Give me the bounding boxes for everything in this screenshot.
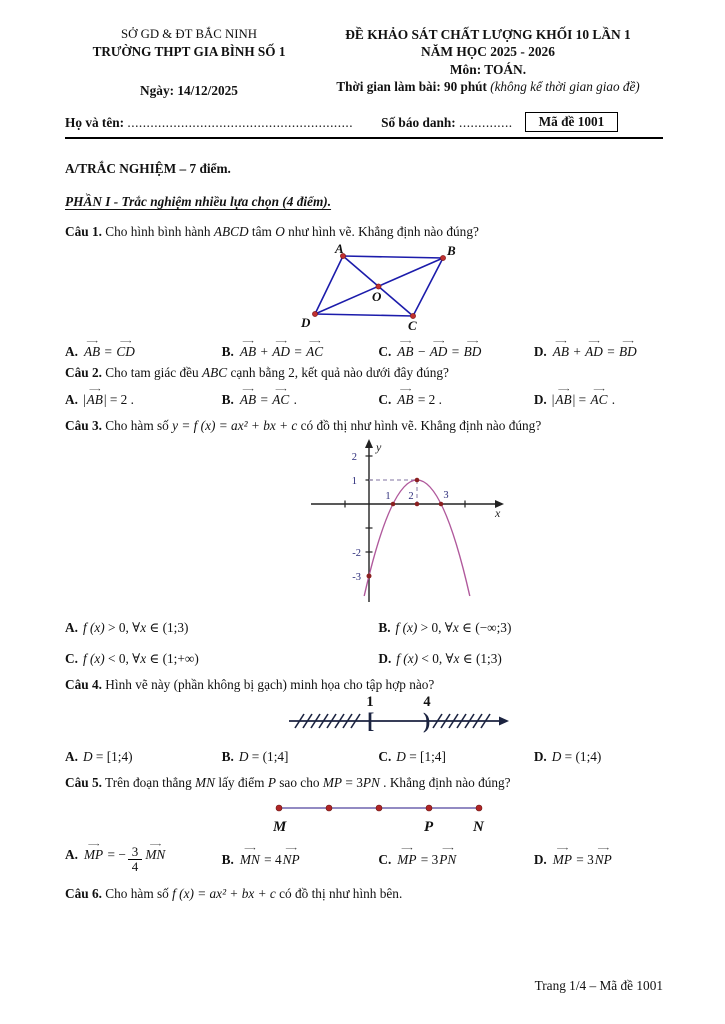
x-tick-1: 1 [385, 491, 391, 503]
candidate-row [65, 112, 663, 132]
numberline-4: 4 [423, 694, 431, 711]
option-1c: C. ⟶ AB − ⟶ AD = ⟶ BD [378, 337, 533, 360]
department-name: SỞ GD & ĐT BẮC NINH [121, 27, 257, 41]
option-4d: D. D = (1;4) [533, 749, 602, 765]
option-3c: C. f (x) < 0, ∀x ∈ (1;+∞) [65, 650, 199, 666]
subject: Môn: TOÁN. [449, 61, 527, 77]
figure-parallelogram [65, 242, 663, 334]
option-4a: A. D = [1;4) [65, 749, 133, 765]
question-6-text: Cho hàm số f (x) = ax² + bx + c có đồ thị như hình bên. [105, 885, 403, 901]
option-5d: D. ⟶ MP = 3⟶ NP [534, 845, 663, 868]
section-a-title: A/TRẮC NGHIỆM – 7 điểm. [65, 161, 231, 177]
option-4b: B. D = (1;4] [221, 749, 289, 765]
sbd-label: Số báo danh: [381, 114, 460, 130]
option-3b: B. f (x) > 0, ∀x ∈ (−∞;3) [378, 620, 512, 636]
page-footer: Trang 1/4 – Mã đề 1001 [534, 977, 663, 993]
duration-italic: (không kể thời gian giao đề) [490, 79, 640, 95]
numberline-figure [287, 694, 513, 736]
option-4c: C. D = [1;4] [378, 749, 446, 765]
x-axis-label: x [495, 506, 501, 521]
point-n-label: N [473, 818, 484, 835]
exam-date: Ngày: 14/12/2025 [140, 82, 238, 98]
question-4-options [65, 742, 663, 765]
option-1b: B. ⟶ AB + ⟶ AD = ⟶ AC [222, 337, 379, 360]
question-4-label: Câu 4. [65, 676, 102, 692]
question-2 [65, 364, 663, 381]
y-tick-1: 1 [351, 476, 357, 488]
y-tick-m2: -2 [352, 548, 361, 560]
y-tick-m3: -3 [352, 572, 361, 584]
option-1d: D. ⟶ AB + ⟶ AD = ⟶ BD [534, 337, 663, 360]
option-2b: B. ⟶ AB = ⟶ AC . [222, 385, 379, 408]
duration-line [313, 78, 663, 95]
option-2a: A. |⟶ AB| = 2 . [65, 385, 222, 408]
question-5-label: Câu 5. [65, 775, 102, 791]
question-1 [65, 223, 663, 240]
question-5-options [65, 839, 663, 874]
question-4-text: Hình vẽ này (phần không bị gạch) minh họa cho tập hợp nào? [105, 676, 435, 692]
school-year: NĂM HỌC 2025 - 2026 [421, 44, 555, 60]
header-right [313, 26, 663, 99]
question-1-text: Cho hình bình hành ABCD tâm O như hình vẽ. Khẳng định nào đúng? [105, 223, 479, 239]
question-3 [65, 417, 663, 434]
exam-title: ĐỀ KHẢO SÁT CHẤT LƯỢNG KHỐI 10 LẦN 1 [345, 27, 631, 42]
question-3-label: Câu 3. [65, 418, 102, 434]
vertex-d-label: D [301, 315, 311, 331]
header-left [65, 26, 313, 99]
sbd-dots: .............. [459, 114, 513, 130]
option-5c: C. ⟶ MP = 3⟶ PN [378, 845, 533, 868]
name-label: Họ và tên: [65, 114, 128, 130]
vertex-b-label: B [447, 243, 456, 259]
option-5b: B. ⟶ MN = 4⟶ NP [222, 845, 379, 868]
exam-code-box: Mã đề 1001 [525, 112, 619, 132]
numberline-1: 1 [366, 694, 374, 711]
question-3-options [65, 613, 663, 667]
right-bracket: ) [423, 708, 431, 734]
option-1a: A. ⟶ AB = ⟶ CD [65, 337, 222, 360]
y-tick-2: 2 [351, 452, 357, 464]
question-3-text: Cho hàm số y = f (x) = ax² + bx + c có đồ thị như hình vẽ. Khẳng định nào đúng? [105, 418, 542, 434]
x-tick-3: 3 [443, 490, 449, 502]
name-field [65, 114, 353, 131]
parallelogram-figure [295, 242, 465, 334]
option-3d: D. f (x) < 0, ∀x ∈ (1;3) [378, 650, 502, 666]
question-2-label: Câu 2. [65, 365, 102, 381]
figure-parabola [65, 436, 663, 604]
option-2c: C. ⟶ AB = 2 . [378, 385, 533, 408]
segment-figure [273, 799, 487, 835]
question-6 [65, 885, 663, 902]
parabola-figure [299, 436, 509, 604]
figure-numberline [65, 694, 663, 736]
question-1-label: Câu 1. [65, 223, 102, 239]
option-2d: D. |⟶ AB| = ⟶ AC . [534, 385, 663, 408]
part1-title: PHẦN I - Trắc nghiệm nhiều lựa chọn (4 điểm). [65, 193, 332, 209]
question-4 [65, 676, 663, 693]
question-6-label: Câu 6. [65, 885, 102, 901]
school-name: TRƯỜNG THPT GIA BÌNH SỐ 1 [92, 43, 286, 59]
duration-bold: Thời gian làm bài: 90 phút [336, 79, 491, 95]
option-5a: A. ⟶ MP = − $\frac{3}{4}$ ⟶ MN [65, 839, 222, 874]
figure-segment [65, 799, 663, 835]
header-divider [65, 137, 663, 139]
question-2-options [65, 385, 663, 408]
x-tick-2: 2 [408, 491, 414, 503]
center-o-label: O [372, 289, 382, 305]
point-m-label: M [273, 818, 287, 835]
vertex-c-label: C [408, 318, 417, 334]
left-bracket: [ [367, 708, 375, 734]
vertex-a-label: A [335, 242, 344, 257]
question-2-text: Cho tam giác đều ABC cạnh bằng 2, kết quả nào dưới đây đúng? [105, 365, 449, 381]
sbd-field [381, 114, 513, 131]
header [65, 26, 663, 99]
question-1-options [65, 337, 663, 360]
option-3a: A. f (x) > 0, ∀x ∈ (1;3) [65, 620, 189, 636]
name-dots: ........................................................... [127, 114, 354, 130]
point-p-label: P [424, 818, 434, 835]
y-axis-label: y [376, 440, 382, 455]
question-5 [65, 774, 663, 791]
question-5-text: Trên đoạn thẳng MN lấy điểm P sao cho MP = 3PN . Khẳng định nào đúng? [105, 775, 511, 791]
